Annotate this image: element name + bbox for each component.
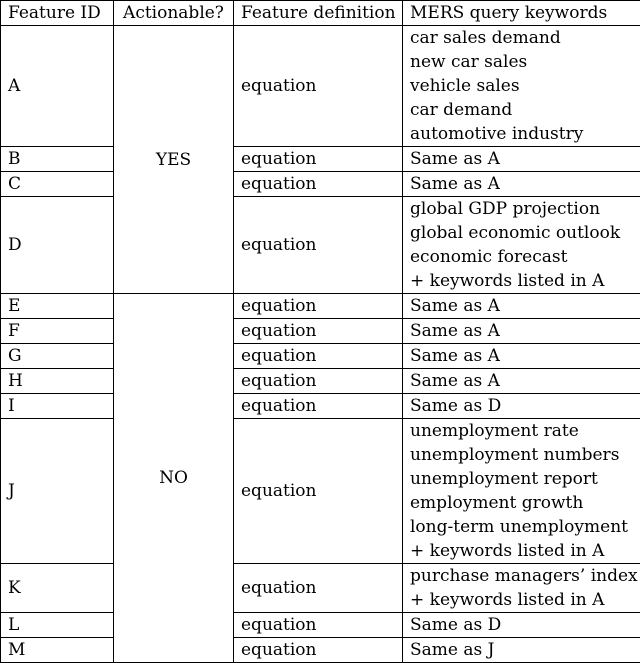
feature-id-cell: M	[1, 638, 114, 663]
table-row	[1, 26, 640, 147]
keywords-cell: Same as J	[403, 638, 640, 663]
table-row	[1, 613, 640, 638]
keyword-line: employment growth	[410, 491, 640, 515]
keyword-line: + keywords listed in A	[410, 269, 640, 293]
definition-cell: equation	[234, 369, 403, 394]
keyword-line: automotive industry	[410, 122, 640, 146]
keyword-line: car sales demand	[410, 26, 640, 50]
keywords-cell: Same as A	[403, 369, 640, 394]
feature-id-cell: B	[1, 147, 114, 172]
feature-id-cell: J	[1, 419, 114, 564]
keyword-line: vehicle sales	[410, 74, 640, 98]
feature-id-cell: F	[1, 319, 114, 344]
feature-id-cell: K	[1, 564, 114, 613]
definition-cell: equation	[234, 638, 403, 663]
definition-cell: equation	[234, 613, 403, 638]
table-row	[1, 294, 640, 319]
feature-id-cell: H	[1, 369, 114, 394]
table-row	[1, 172, 640, 197]
keyword-line: purchase managers’ index	[410, 564, 640, 588]
definition-cell: equation	[234, 344, 403, 369]
keywords-cell: Same as A	[403, 147, 640, 172]
feature-id-cell: I	[1, 394, 114, 419]
definition-cell: equation	[234, 147, 403, 172]
header-actionable: Actionable?	[114, 1, 234, 26]
keyword-line: unemployment report	[410, 467, 640, 491]
keywords-cell	[403, 419, 640, 564]
keywords-cell	[403, 564, 640, 613]
keywords-cell: Same as D	[403, 613, 640, 638]
header-feature-id: Feature ID	[1, 1, 114, 26]
keyword-line: long-term unemployment	[410, 515, 640, 539]
definition-cell: equation	[234, 419, 403, 564]
definition-cell: equation	[234, 564, 403, 613]
keyword-line: car demand	[410, 98, 640, 122]
definition-cell: equation	[234, 26, 403, 147]
table-row	[1, 197, 640, 294]
keywords-cell: Same as A	[403, 344, 640, 369]
table-row	[1, 394, 640, 419]
header-row	[1, 1, 640, 26]
actionable-no-cell: NO	[114, 294, 234, 663]
definition-cell: equation	[234, 172, 403, 197]
table-row	[1, 638, 640, 663]
keyword-line: unemployment numbers	[410, 443, 640, 467]
table-row	[1, 564, 640, 613]
feature-id-cell: C	[1, 172, 114, 197]
keyword-line: economic forecast	[410, 245, 640, 269]
keywords-cell: Same as D	[403, 394, 640, 419]
definition-cell: equation	[234, 197, 403, 294]
keywords-cell: Same as A	[403, 294, 640, 319]
table-row	[1, 147, 640, 172]
feature-id-cell: A	[1, 26, 114, 147]
keyword-line: new car sales	[410, 50, 640, 74]
feature-id-cell: L	[1, 613, 114, 638]
keyword-line: + keywords listed in A	[410, 539, 640, 563]
keyword-line: + keywords listed in A	[410, 588, 640, 612]
feature-id-cell: D	[1, 197, 114, 294]
header-mers-keywords: MERS query keywords	[403, 1, 640, 26]
table-row	[1, 419, 640, 564]
keyword-line: global GDP projection	[410, 197, 640, 221]
actionable-yes-cell: YES	[114, 26, 234, 294]
table-row	[1, 344, 640, 369]
feature-id-cell: G	[1, 344, 114, 369]
keywords-cell: Same as A	[403, 172, 640, 197]
header-feature-definition: Feature definition	[234, 1, 403, 26]
keywords-cell: Same as A	[403, 319, 640, 344]
keywords-cell	[403, 26, 640, 147]
definition-cell: equation	[234, 294, 403, 319]
keyword-line: unemployment rate	[410, 419, 640, 443]
feature-id-cell: E	[1, 294, 114, 319]
definition-cell: equation	[234, 319, 403, 344]
table-row	[1, 369, 640, 394]
definition-cell: equation	[234, 394, 403, 419]
keyword-line: global economic outlook	[410, 221, 640, 245]
table-row	[1, 319, 640, 344]
keywords-cell	[403, 197, 640, 294]
